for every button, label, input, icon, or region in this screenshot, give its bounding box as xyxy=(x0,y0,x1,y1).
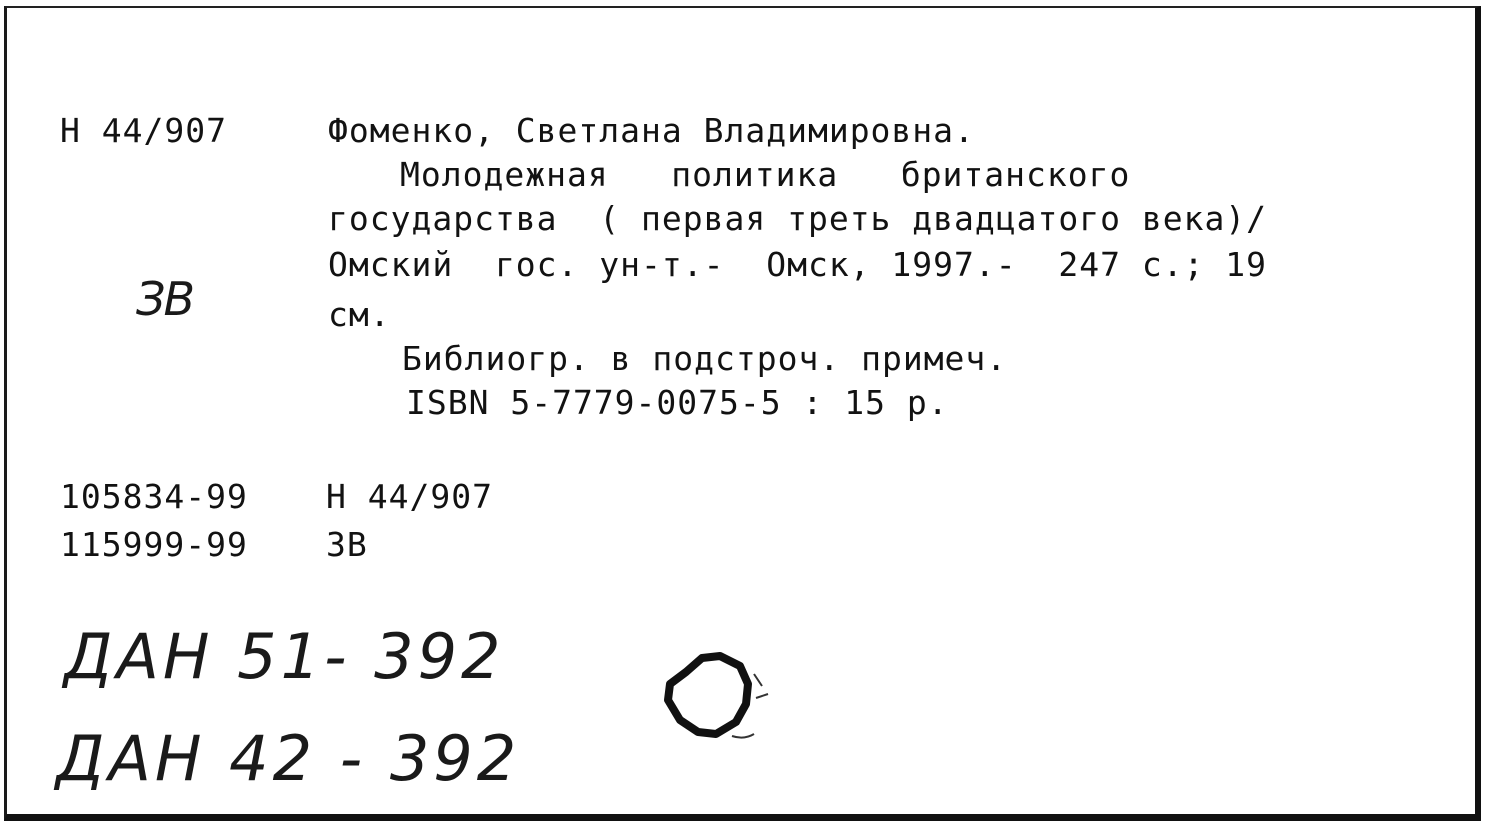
isbn-line: ISBN 5-7779-0075-5 : 15 р. xyxy=(406,383,949,422)
inventory-location: Н 44/907 xyxy=(326,477,493,516)
handwritten-margin-mark: ЗВ xyxy=(136,272,194,326)
inventory-number: 115999-99 xyxy=(60,525,248,564)
handwritten-note-1: ДАН 51- 392 xyxy=(64,620,505,693)
bibliography-note: Библиогр. в подстроч. примеч. xyxy=(402,339,1008,378)
title-line-1: Молодежная политика британского xyxy=(400,155,1131,194)
call-number: Н 44/907 xyxy=(60,111,227,150)
publication-line: Омский гос. ун-т.- Омск, 1997.- 247 с.; 19 xyxy=(328,245,1268,284)
title-line-2: государства ( первая треть двадцатого века)/ xyxy=(328,199,1268,238)
handwritten-note-2: ДАН 42 - 392 xyxy=(56,722,521,795)
publication-continuation: см. xyxy=(328,295,391,334)
inventory-number: 105834-99 xyxy=(60,477,248,516)
inventory-location: ЗВ xyxy=(326,525,368,564)
circle-stamp-icon xyxy=(656,650,776,744)
author-heading: Фоменко, Светлана Владимировна. xyxy=(328,111,975,150)
